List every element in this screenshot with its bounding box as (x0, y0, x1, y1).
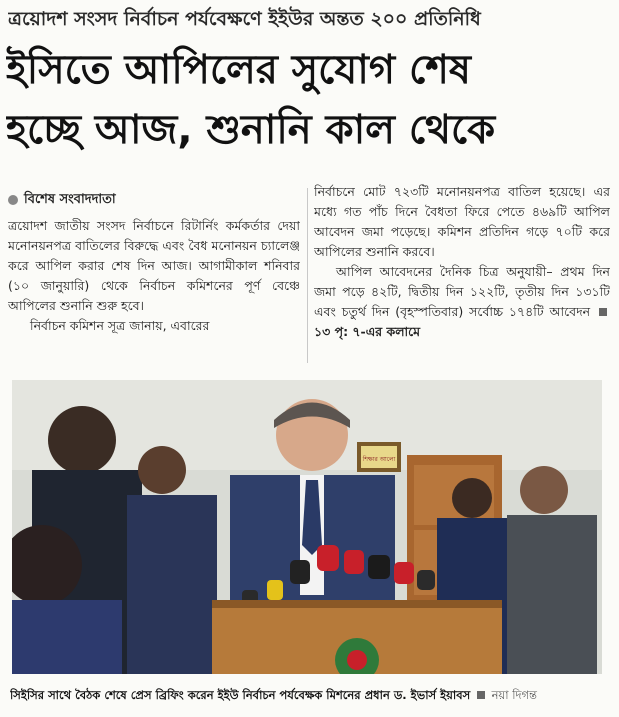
news-photo (12, 380, 602, 674)
paragraph-1: ত্রয়োদশ জাতীয় সংসদ নির্বাচনে রিটার্নিং কর্মকর্তার দেয়া মনোনয়নপত্র বাতিলের বিরুদ্ধে এবং বৈধ মনোনয়ন চ্যালেঞ্জ করে আপিল করার শেষ দিন আজ। আগামীকাল শনিবার (১০ জানুয়ারি) থেকে নির্বাচন কমিশনের পূর্ণ বেঞ্চে আপিলের শুনানি শুরু হবে। (8, 218, 300, 313)
article-column-right (314, 182, 610, 372)
main-headline (6, 40, 614, 160)
paragraph-4 (314, 262, 610, 342)
bullet-icon (8, 195, 18, 205)
byline-text: বিশেষ সংবাদদাতা (24, 192, 116, 207)
jump-square-icon (599, 308, 607, 316)
paragraph-3: নির্বাচনে মোট ৭২৩টি মনোনয়নপত্র বাতিল হয়েছে। এর মধ্যে গত পাঁচ দিনে বৈধতা ফিরে পেতে ৪৬৯টি আপিল আবেদন জমা পড়েছে। কমিশন প্রতিদিন গড়ে ৭০টি করে আপিলের শুনানি করবে। (314, 184, 610, 259)
continuation-jump: ১৩ পৃ: ৭-এর কলামে (314, 324, 421, 339)
column-divider (307, 188, 308, 363)
byline (8, 190, 300, 210)
sign-text: শিক্ষার আলো (362, 456, 396, 463)
article-column-left (8, 190, 300, 370)
caption-square-icon (477, 691, 485, 699)
photo-caption (10, 686, 610, 704)
kicker-headline: ত্রয়োদশ সংসদ নির্বাচন পর্যবেক্ষণে ইইউর অন্তত ২০০ প্রতিনিধি (8, 8, 481, 30)
headline-line-2: হচ্ছে আজ, শুনানি কাল থেকে (6, 107, 496, 153)
press-briefing-photo (12, 380, 602, 674)
paragraph-4-text: আপিল আবেদনের দৈনিক চিত্র অনুযায়ী– প্রথম দিন জমা পড়ে ৪২টি, দ্বিতীয় দিন ১২২টি, তৃতীয় দিন ১৩১টি এবং চতুর্থ দিন (বৃহস্পতিবার) সর্বোচ্চ ১৭৪টি আবেদন (314, 264, 610, 319)
paragraph-2: নির্বাচন কমিশন সূত্র জানায়, এবারের (30, 318, 210, 333)
caption-text: সিইসির সাথে বৈঠক শেষে প্রেস ব্রিফিং করেন ইইউ নির্বাচন পর্যবেক্ষক মিশনের প্রধান ড. ইভার্স ইয়াবস (10, 688, 471, 702)
headline-line-1: ইসিতে আপিলের সুযোগ শেষ (6, 47, 471, 93)
photo-credit: নয়া দিগন্ত (491, 688, 537, 702)
